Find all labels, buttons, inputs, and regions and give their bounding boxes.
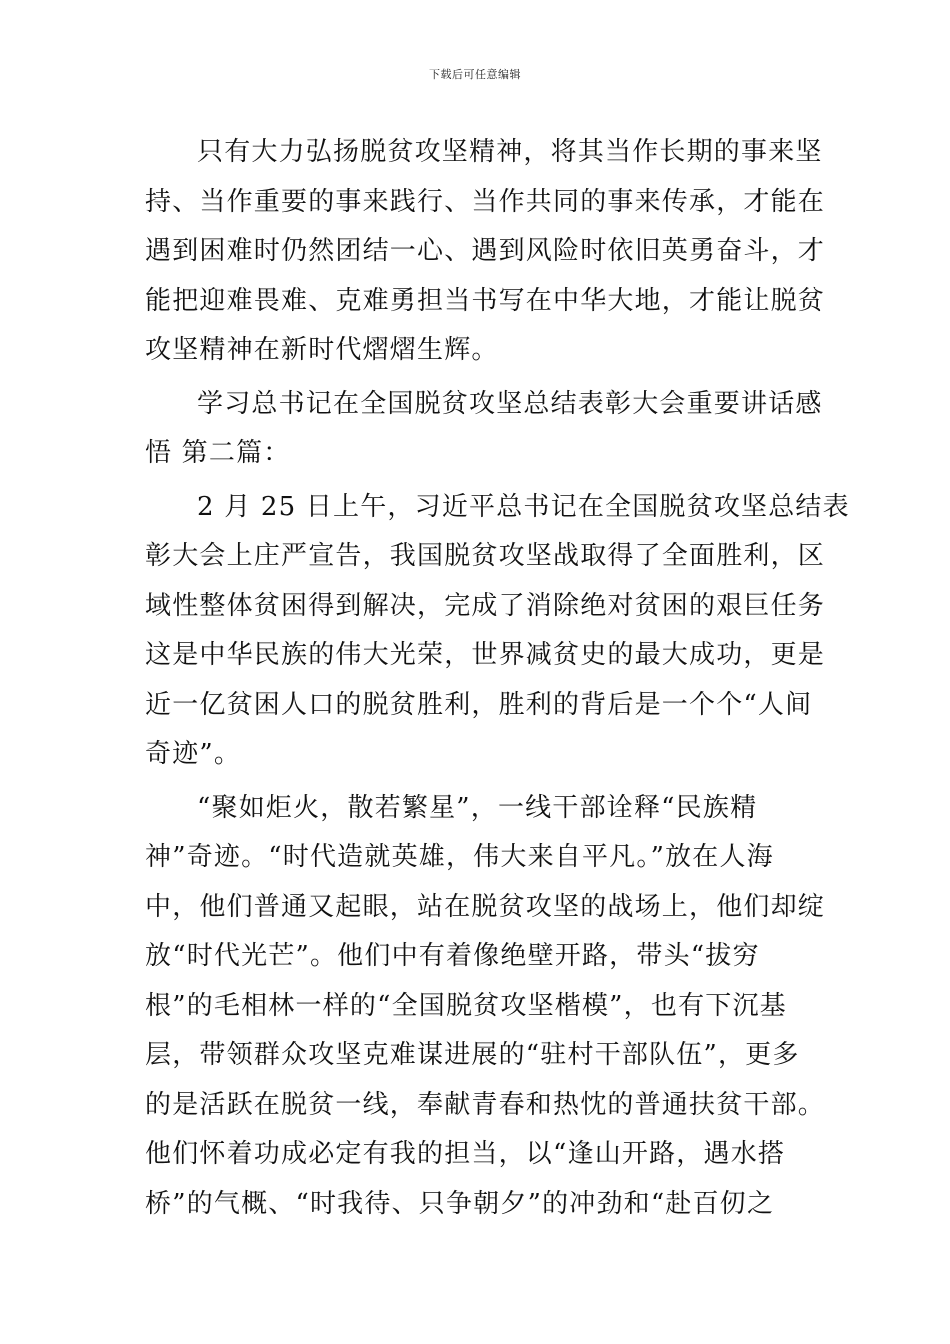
paragraph-4	[145, 784, 826, 1230]
paragraph-2-title	[145, 380, 823, 479]
text-line: “聚如炬火，散若繁星”，一线干部诠释“民族精	[197, 792, 758, 823]
text-line: 奇迹”。	[145, 739, 242, 769]
text-line: 近一亿贫困人口的脱贫胜利，胜利的背后是一个个“人间	[145, 689, 813, 720]
text-line: 这是中华民族的伟大光荣，世界减贫史的最大成功，更是	[145, 640, 826, 670]
text-line: 遇到困难时仍然团结一心、遇到风险时依旧英勇奋斗，才	[145, 236, 826, 266]
document-body	[145, 128, 850, 1229]
text-line: 他们怀着功成必定有我的担当，以“逢山开路，遇水搭	[145, 1139, 786, 1169]
text-line: 根”的毛相林一样的“全国脱贫攻坚楷模”，也有下沉基	[145, 990, 787, 1021]
text-line: 2 月 25 日上午，习近平总书记在全国脱贫攻坚总结表	[197, 491, 850, 522]
text-line: 的是活跃在脱贫一线，奉献青春和热忱的普通扶贫干部。	[145, 1089, 826, 1120]
text-line: 彰大会上庄严宣告，我国脱贫攻坚战取得了全面胜利，区	[145, 541, 826, 571]
text-line: 持、当作重要的事来践行、当作共同的事来传承，才能在	[145, 186, 826, 217]
text-line: 放“时代光芒”。他们中有着像绝壁开路，带头“拔穷	[145, 941, 760, 971]
text-line: 域性整体贫困得到解决，完成了消除绝对贫困的艰巨任务	[145, 590, 826, 621]
text-line: 层，带领群众攻坚克难谋进展的“驻村干部队伍”，更多	[145, 1040, 800, 1070]
text-line: 中，他们普通又起眼，站在脱贫攻坚的战场上，他们却绽	[145, 891, 826, 922]
text-line: 学习总书记在全国脱贫攻坚总结表彰大会重要讲话感	[197, 388, 823, 419]
text-line: 桥”的气概、“时我待、只争朝夕”的冲劲和“赴百仞之	[145, 1188, 775, 1219]
text-line: 能把迎难畏难、克难勇担当书写在中华大地，才能让脱贫	[145, 285, 826, 316]
text-line: 悟 第二篇：	[145, 438, 291, 468]
text-line: 攻坚精神在新时代熠熠生辉。	[145, 335, 499, 365]
paragraph-1	[145, 128, 826, 376]
text-line: 神”奇迹。“时代造就英雄，伟大来自平凡。”放在人海	[145, 842, 774, 872]
paragraph-3	[145, 483, 850, 780]
page-header: 下载后可任意编辑	[429, 68, 521, 81]
text-line: 只有大力弘扬脱贫攻坚精神，将其当作长期的事来坚	[197, 137, 823, 167]
